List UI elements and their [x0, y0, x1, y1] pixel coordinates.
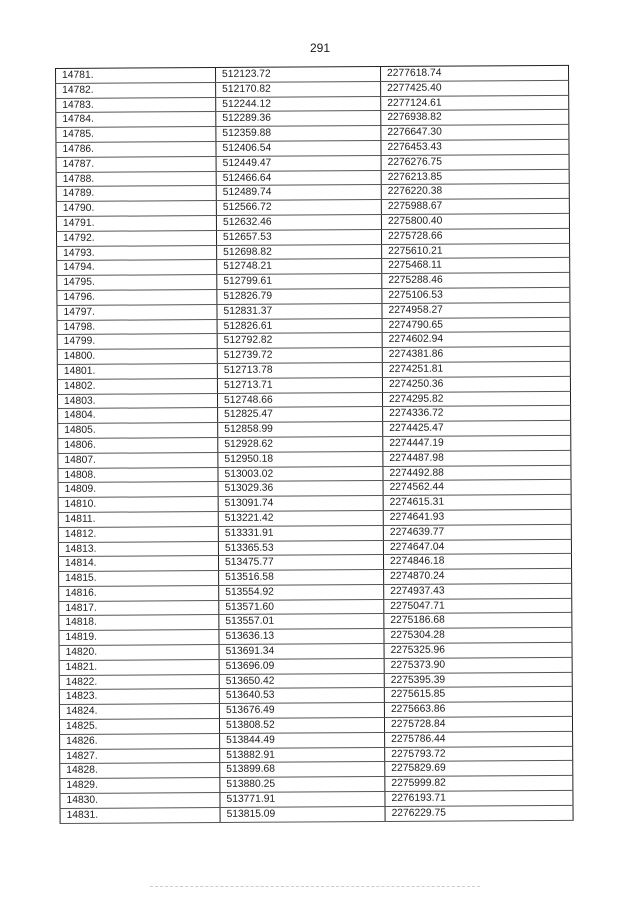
point-number-cell: 14804.: [58, 408, 218, 424]
y-coordinate-cell: 2275800.40: [381, 213, 569, 229]
x-coordinate-cell: 512566.72: [216, 200, 381, 216]
point-number-cell: 14798.: [57, 319, 217, 335]
y-coordinate-cell: 2277124.61: [381, 95, 569, 111]
point-number-cell: 14827.: [60, 748, 220, 764]
x-coordinate-cell: 512799.61: [217, 274, 382, 290]
y-coordinate-cell: 2277425.40: [381, 80, 569, 96]
x-coordinate-cell: 513636.13: [219, 629, 384, 645]
x-coordinate-cell: 513899.68: [220, 762, 385, 778]
x-coordinate-cell: 512632.46: [216, 214, 381, 230]
point-number-cell: 14825.: [59, 719, 219, 735]
x-coordinate-cell: 513003.02: [218, 466, 383, 482]
point-number-cell: 14830.: [60, 793, 220, 809]
x-coordinate-cell: 512826.79: [217, 288, 382, 304]
y-coordinate-cell: 2275047.71: [384, 598, 572, 614]
point-number-cell: 14793.: [57, 245, 217, 261]
point-number-cell: 14811.: [58, 511, 218, 527]
point-number-cell: 14787.: [56, 156, 216, 172]
y-coordinate-cell: 2274251.81: [382, 361, 570, 377]
point-number-cell: 14820.: [59, 645, 219, 661]
point-number-cell: 14784.: [56, 112, 216, 128]
page-number: 291: [309, 41, 331, 55]
point-number-cell: 14788.: [56, 171, 216, 187]
point-number-cell: 14785.: [56, 127, 216, 143]
y-coordinate-cell: 2274425.47: [383, 420, 571, 436]
y-coordinate-cell: 2276193.71: [385, 790, 573, 806]
y-coordinate-cell: 2274937.43: [384, 583, 572, 599]
y-coordinate-cell: 2274846.18: [383, 554, 571, 570]
point-number-cell: 14795.: [57, 275, 217, 291]
point-number-cell: 14781.: [56, 68, 216, 84]
x-coordinate-cell: 513516.58: [219, 570, 384, 586]
point-number-cell: 14815.: [59, 571, 219, 587]
y-coordinate-cell: 2274958.27: [382, 302, 570, 318]
x-coordinate-cell: 513221.42: [218, 510, 383, 526]
x-coordinate-cell: 513882.91: [220, 747, 385, 763]
y-coordinate-cell: 2274870.24: [384, 568, 572, 584]
x-coordinate-cell: 513365.53: [218, 540, 383, 556]
y-coordinate-cell: 2275999.82: [385, 776, 573, 792]
y-coordinate-cell: 2274447.19: [383, 435, 571, 451]
x-coordinate-cell: 512713.71: [217, 377, 382, 393]
y-coordinate-cell: 2274492.88: [383, 465, 571, 481]
point-number-cell: 14819.: [59, 630, 219, 646]
point-number-cell: 14816.: [59, 585, 219, 601]
x-coordinate-cell: 512713.78: [217, 362, 382, 378]
point-number-cell: 14802.: [57, 378, 217, 394]
y-coordinate-cell: 2275786.44: [385, 731, 573, 747]
x-coordinate-cell: 512657.53: [216, 229, 381, 245]
x-coordinate-cell: 512170.82: [216, 81, 381, 97]
point-number-cell: 14791.: [56, 215, 216, 231]
y-coordinate-cell: 2274641.93: [383, 509, 571, 525]
y-coordinate-cell: 2275106.53: [382, 287, 570, 303]
x-coordinate-cell: 512489.74: [216, 185, 381, 201]
x-coordinate-cell: 512466.64: [216, 170, 381, 186]
point-number-cell: 14817.: [59, 600, 219, 616]
y-coordinate-cell: 2276453.43: [381, 139, 569, 155]
y-coordinate-cell: 2276938.82: [381, 110, 569, 126]
y-coordinate-cell: 2274639.77: [383, 524, 571, 540]
x-coordinate-cell: 513771.91: [220, 792, 385, 808]
x-coordinate-cell: 512406.54: [216, 140, 381, 156]
x-coordinate-cell: 512449.47: [216, 155, 381, 171]
point-number-cell: 14799.: [57, 334, 217, 350]
y-coordinate-cell: 2274487.98: [383, 450, 571, 466]
x-coordinate-cell: 513091.74: [218, 496, 383, 512]
y-coordinate-cell: 2275325.96: [384, 642, 572, 658]
x-coordinate-cell: 513808.52: [219, 718, 384, 734]
x-coordinate-cell: 512244.12: [216, 96, 381, 112]
point-number-cell: 14807.: [58, 452, 218, 468]
point-number-cell: 14786.: [56, 142, 216, 158]
x-coordinate-cell: 512825.47: [218, 407, 383, 423]
point-number-cell: 14796.: [57, 289, 217, 305]
point-number-cell: 14831.: [60, 807, 220, 823]
y-coordinate-cell: 2274562.44: [383, 480, 571, 496]
point-number-cell: 14813.: [58, 541, 218, 557]
point-number-cell: 14829.: [60, 778, 220, 794]
y-coordinate-cell: 2274295.82: [382, 391, 570, 407]
x-coordinate-cell: 513880.25: [220, 777, 385, 793]
point-number-cell: 14828.: [60, 763, 220, 779]
y-coordinate-cell: 2274647.04: [383, 539, 571, 555]
y-coordinate-cell: 2274381.86: [382, 346, 570, 362]
x-coordinate-cell: 512698.82: [217, 244, 382, 260]
y-coordinate-cell: 2275728.66: [381, 228, 569, 244]
y-coordinate-cell: 2275468.11: [382, 258, 570, 274]
point-number-cell: 14792.: [56, 230, 216, 246]
x-coordinate-cell: 512858.99: [218, 422, 383, 438]
point-number-cell: 14806.: [58, 437, 218, 453]
x-coordinate-cell: 513650.42: [219, 673, 384, 689]
y-coordinate-cell: 2275988.67: [381, 199, 569, 215]
scan-artifact-line: [150, 886, 480, 887]
point-number-cell: 14789.: [56, 186, 216, 202]
y-coordinate-cell: 2275395.39: [384, 672, 572, 688]
y-coordinate-cell: 2274615.31: [383, 494, 571, 510]
x-coordinate-cell: 513554.92: [219, 584, 384, 600]
coordinates-table-body: [56, 65, 574, 823]
coordinates-table-container: [55, 65, 574, 824]
point-number-cell: 14801.: [57, 363, 217, 379]
point-number-cell: 14805.: [58, 423, 218, 439]
x-coordinate-cell: 513676.49: [219, 703, 384, 719]
x-coordinate-cell: 512826.61: [217, 318, 382, 334]
point-number-cell: 14794.: [57, 260, 217, 276]
y-coordinate-cell: 2274602.94: [382, 332, 570, 348]
point-number-cell: 14782.: [56, 82, 216, 98]
y-coordinate-cell: 2276229.75: [385, 805, 573, 821]
point-number-cell: 14818.: [59, 615, 219, 631]
y-coordinate-cell: 2276276.75: [381, 154, 569, 170]
point-number-cell: 14800.: [57, 349, 217, 365]
x-coordinate-cell: 512748.66: [217, 392, 382, 408]
y-coordinate-cell: 2274336.72: [383, 406, 571, 422]
point-number-cell: 14803.: [57, 393, 217, 409]
point-number-cell: 14790.: [56, 201, 216, 217]
x-coordinate-cell: 512739.72: [217, 348, 382, 364]
coordinates-table: [55, 65, 574, 824]
x-coordinate-cell: 513815.09: [220, 806, 385, 822]
x-coordinate-cell: 513571.60: [219, 599, 384, 615]
x-coordinate-cell: 512792.82: [217, 333, 382, 349]
y-coordinate-cell: 2277618.74: [380, 65, 568, 81]
table-row: [60, 805, 573, 823]
point-number-cell: 14797.: [57, 304, 217, 320]
point-number-cell: 14823.: [59, 689, 219, 705]
y-coordinate-cell: 2275793.72: [385, 746, 573, 762]
y-coordinate-cell: 2275373.90: [384, 657, 572, 673]
y-coordinate-cell: 2275186.68: [384, 613, 572, 629]
x-coordinate-cell: 513029.36: [218, 481, 383, 497]
y-coordinate-cell: 2275615.85: [384, 687, 572, 703]
point-number-cell: 14783.: [56, 97, 216, 113]
x-coordinate-cell: 513696.09: [219, 658, 384, 674]
y-coordinate-cell: 2275288.46: [382, 273, 570, 289]
x-coordinate-cell: 512950.18: [218, 451, 383, 467]
x-coordinate-cell: 512359.88: [216, 126, 381, 142]
x-coordinate-cell: 512123.72: [216, 67, 381, 83]
point-number-cell: 14826.: [60, 733, 220, 749]
x-coordinate-cell: 512289.36: [216, 111, 381, 127]
x-coordinate-cell: 513640.53: [219, 688, 384, 704]
y-coordinate-cell: 2275663.86: [384, 702, 572, 718]
point-number-cell: 14821.: [59, 659, 219, 675]
y-coordinate-cell: 2275728.84: [384, 716, 572, 732]
point-number-cell: 14812.: [58, 526, 218, 542]
point-number-cell: 14824.: [59, 704, 219, 720]
point-number-cell: 14808.: [58, 467, 218, 483]
x-coordinate-cell: 513331.91: [218, 525, 383, 541]
y-coordinate-cell: 2275304.28: [384, 628, 572, 644]
y-coordinate-cell: 2274250.36: [382, 376, 570, 392]
y-coordinate-cell: 2275610.21: [382, 243, 570, 259]
x-coordinate-cell: 513844.49: [220, 732, 385, 748]
x-coordinate-cell: 512831.37: [217, 303, 382, 319]
y-coordinate-cell: 2276647.30: [381, 125, 569, 141]
point-number-cell: 14810.: [58, 497, 218, 513]
x-coordinate-cell: 512928.62: [218, 436, 383, 452]
x-coordinate-cell: 513557.01: [219, 614, 384, 630]
y-coordinate-cell: 2276220.38: [381, 184, 569, 200]
y-coordinate-cell: 2276213.85: [381, 169, 569, 185]
y-coordinate-cell: 2275829.69: [385, 761, 573, 777]
x-coordinate-cell: 512748.21: [217, 259, 382, 275]
x-coordinate-cell: 513475.77: [218, 555, 383, 571]
point-number-cell: 14822.: [59, 674, 219, 690]
y-coordinate-cell: 2274790.65: [382, 317, 570, 333]
point-number-cell: 14814.: [58, 556, 218, 572]
point-number-cell: 14809.: [58, 482, 218, 498]
x-coordinate-cell: 513691.34: [219, 644, 384, 660]
